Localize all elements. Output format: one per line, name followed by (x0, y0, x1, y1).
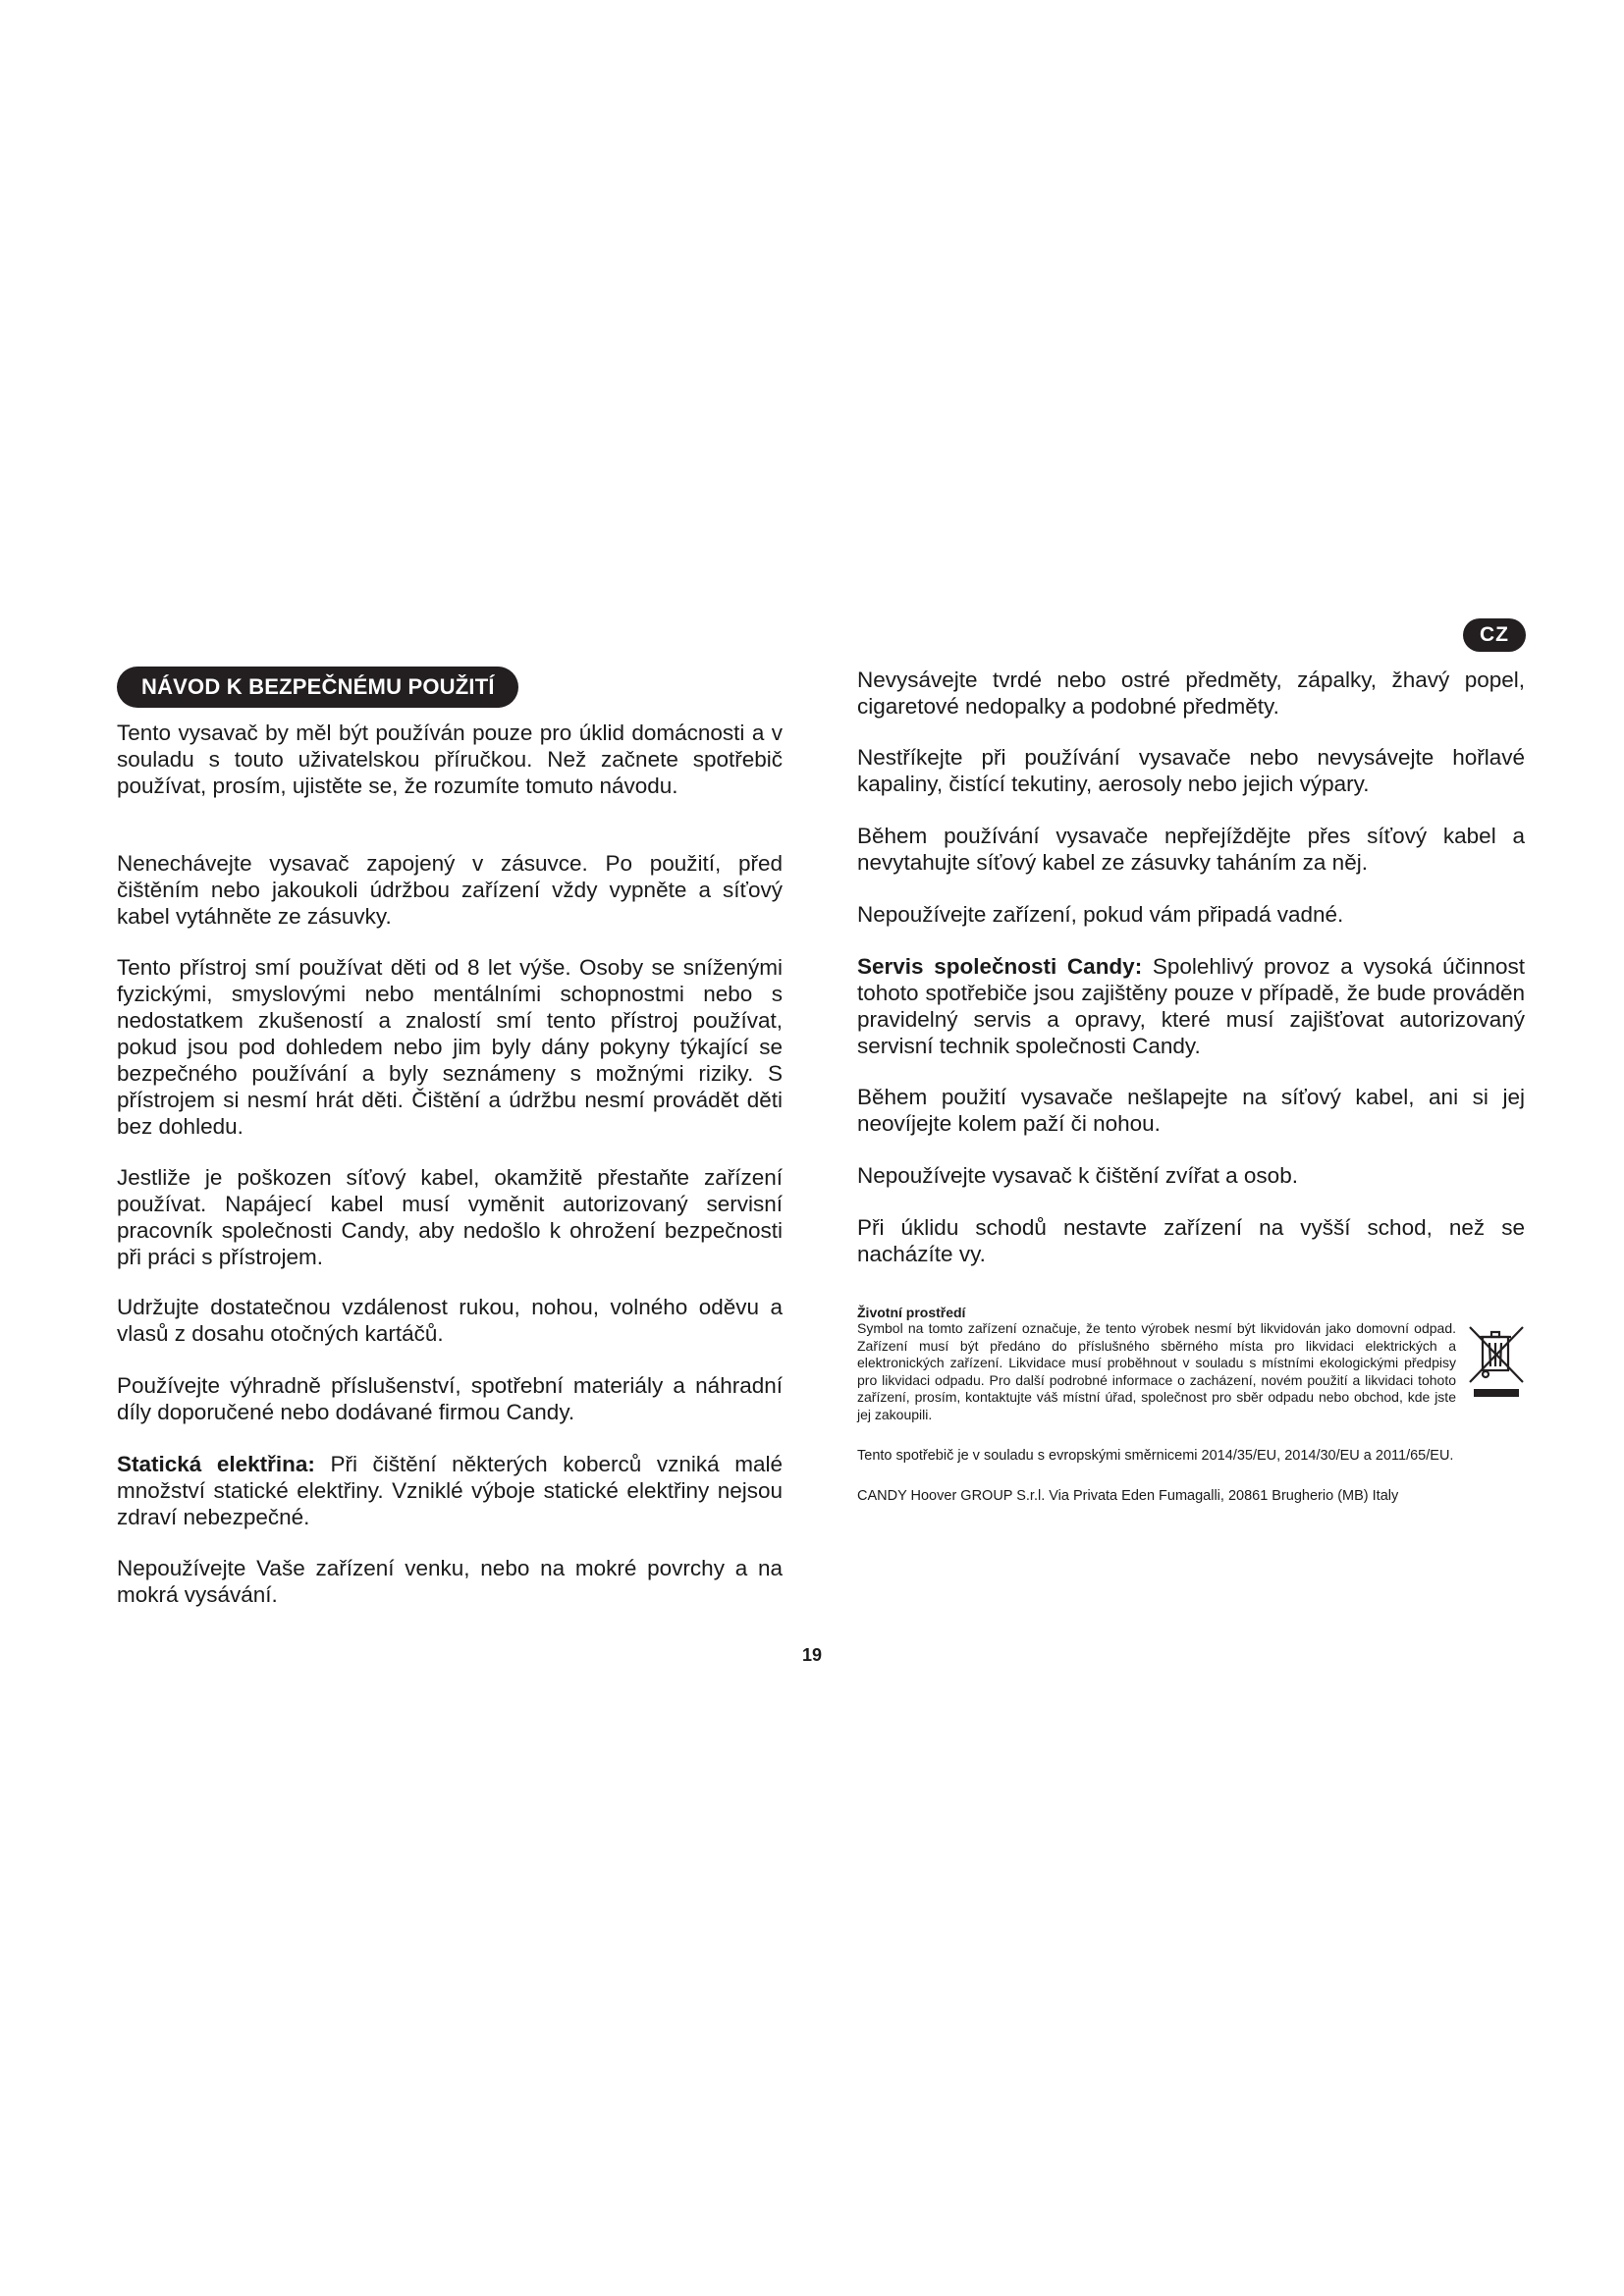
left-paragraph-1: Tento vysavač by měl být používán pouze pro úklid domácnosti a v souladu s touto uživatelskou příručkou. Než začnete spotřebič používat, prosím, ujistěte se, že rozumíte tomuto návodu. (117, 721, 783, 798)
right-paragraph-2: Nestříkejte při používání vysavače nebo nevysávejte hořlavé kapaliny, čistící tekutiny, aerosoly nebo jejich výpary. (857, 745, 1525, 796)
service-text: Spolehlivý provoz a vysoká účinnost tohoto spotřebiče jsou zajištěny pouze v případě, že bude prováděn pravidelný servis a opravy, které musí zajišťovat autorizovaný servisní technik společnosti Candy. (857, 954, 1525, 1058)
right-paragraph-service (857, 953, 1525, 1059)
manufacturer-address: CANDY Hoover GROUP S.r.l. Via Privata Eden Fumagalli, 20861 Brugherio (MB) Italy (857, 1488, 1399, 1504)
service-heading: Servis společnosti Candy: (857, 954, 1143, 979)
right-paragraph-7: Nepoužívejte vysavač k čištění zvířat a osob. (857, 1163, 1298, 1188)
compliance-text: Tento spotřebič je v souladu s evropskými směrnicemi 2014/35/EU, 2014/30/EU a 2011/65/EU. (857, 1448, 1454, 1464)
static-heading: Statická elektřina: (117, 1452, 315, 1476)
page-number: 19 (801, 1645, 823, 1665)
right-paragraph-6: Během použití vysavače nešlapejte na síťový kabel, ani si jej neovíjejte kolem paží či nohou. (857, 1085, 1525, 1136)
right-paragraph-8: Při úklidu schodů nestavte zařízení na vyšší schod, než se nacházíte vy. (857, 1215, 1525, 1266)
left-paragraph-static (117, 1451, 783, 1530)
left-paragraph-8: Nepoužívejte Vaše zařízení venku, nebo na mokré povrchy a na mokrá vysávání. (117, 1556, 783, 1607)
left-paragraph-5: Udržujte dostatečnou vzdálenost rukou, nohou, volného oděvu a vlasů z dosahu otočných kartáčů. (117, 1295, 783, 1346)
left-paragraph-6: Používejte výhradně příslušenství, spotřební materiály a náhradní díly doporučené nebo dodávané firmou Candy. (117, 1373, 783, 1424)
section-title: NÁVOD K BEZPEČNÉMU POUŽITÍ (117, 667, 518, 708)
left-paragraph-4: Jestliže je poškozen síťový kabel, okamžitě přestaňte zařízení používat. Napájecí kabel musí vyměnit autorizovaný servisní pracovník společnosti Candy, aby nedošlo k ohrožení bezpečnosti při práci s přístrojem. (117, 1165, 783, 1269)
right-paragraph-1: Nevysávejte tvrdé nebo ostré předměty, zápalky, žhavý popel, cigaretové nedopalky a podobné předměty. (857, 667, 1525, 719)
environment-title: Životní prostředí (857, 1305, 966, 1320)
environment-text: Symbol na tomto zařízení označuje, že tento výrobek nesmí být likvidován jako domovní odpad. Zařízení musí být předáno do příslušného sběrného místa pro likvidaci elektrických a elektronických zařízení. Likvidace musí proběhnout v souladu s místními ekologickými předpisy pro likvidaci odpadu. Pro další podrobné informace o zacházení, novém použití a likvidaci tohoto zařízení, prosím, kontaktujte váš místní úřad, společnost pro sběr odpadu nebo obchod, kde jste jej zakoupili. (857, 1320, 1456, 1422)
right-paragraph-3: Během používání vysavače nepřejíždějte přes síťový kabel a nevytahujte síťový kabel ze zásuvky taháním za něj. (857, 824, 1525, 875)
left-paragraph-2: Nenechávejte vysavač zapojený v zásuvce. Po použití, před čištěním nebo jakoukoli údržbou zařízení vždy vypněte a síťový kabel vytáhněte ze zásuvky. (117, 851, 783, 929)
language-badge: CZ (1463, 618, 1526, 652)
static-text: Při čištění některých koberců vzniká malé množství statické elektřiny. Vzniklé výboje statické elektřiny nejsou zdraví nebezpečné. (117, 1452, 783, 1529)
crossed-out-wheelie-bin-icon (1466, 1323, 1527, 1404)
right-paragraph-4: Nepoužívejte zařízení, pokud vám připadá vadné. (857, 902, 1344, 927)
left-paragraph-3: Tento přístroj smí používat děti od 8 let výše. Osoby se sníženými fyzickými, smyslovými nebo mentálními schopnostmi nebo s nedostatkem zkušeností a znalostí smí tento přístroj používat, pokud jsou pod dohledem nebo jim byly dány pokyny týkající se bezpečného používání a byly seznámeny s možnými riziky. S přístrojem si nesmí hrát děti. Čištění a údržbu nesmí provádět děti bez dohledu. (117, 955, 783, 1139)
